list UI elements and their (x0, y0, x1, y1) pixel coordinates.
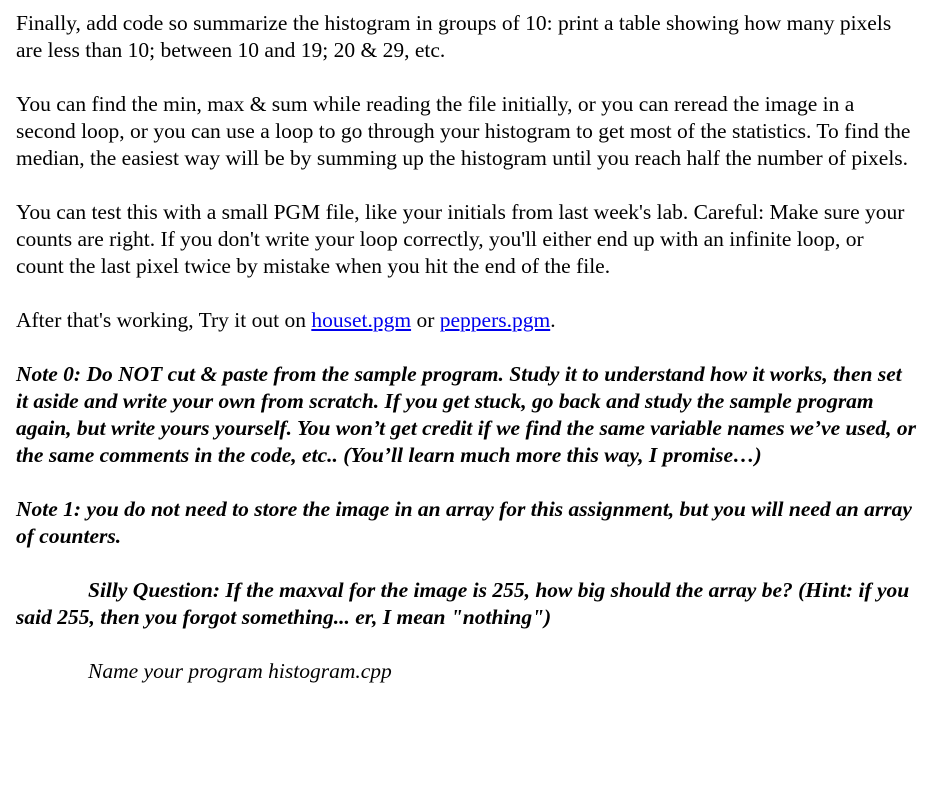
note-0: Note 0: Do NOT cut & paste from the sample program. Study it to understand how it works, then set it aside and write your own from scratch. If you get stuck, go back and study the sample program again, but write yours yourself. You won’t get credit if we find the same variable names we’ve used, or the same comments in the code, etc.. (You’ll learn much more this way, I promise…) (16, 362, 917, 467)
or-text: or (411, 308, 440, 332)
period-text: . (550, 308, 556, 332)
silly-question: Silly Question: If the maxval for the image is 255, how big should the array be? (Hint: if you said 255, then you forgot something... er, I mean "nothing") (16, 578, 910, 629)
program-name-line: Name your program histogram.cpp (88, 659, 392, 683)
paragraph-testing: You can test this with a small PGM file, like your initials from last week's lab. Careful: Make sure your counts are right. If you don't write your loop correctly, you'll either end up with an infinite loop, or count the last pixel twice by mistake when you hit the end of the file. (16, 200, 905, 278)
note-1: Note 1: you do not need to store the image in an array for this assignment, but you will need an array of counters. (16, 497, 912, 548)
try-it-text: After that's working, Try it out on (16, 308, 312, 332)
peppers-pgm-link[interactable]: peppers.pgm (439, 308, 551, 332)
paragraph-histogram-groups: Finally, add code so summarize the histogram in groups of 10: print a table showing how many pixels are less than 10; between 10 and 19; 20 & 29, etc. (16, 11, 892, 62)
paragraph-try-it-out (16, 307, 916, 334)
paragraph-statistics: You can find the min, max & sum while reading the file initially, or you can reread the image in a second loop, or you can use a loop to go through your histogram to get most of the statistics. To find the median, the easiest way will be by summing up the histogram until you reach half the number of pixels. (16, 92, 911, 170)
houset-pgm-link[interactable]: houset.pgm (311, 308, 412, 332)
